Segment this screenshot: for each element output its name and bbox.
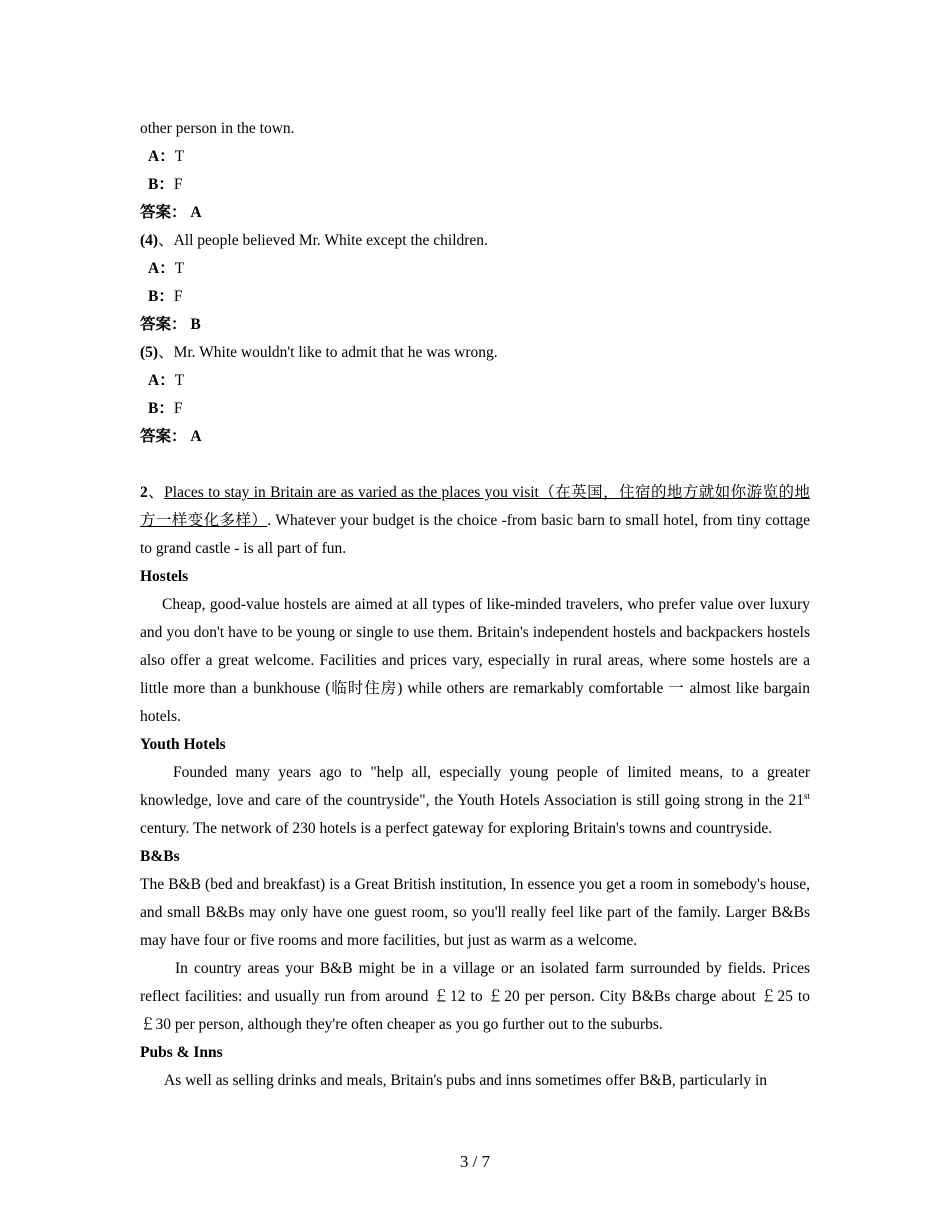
q3-option-a: A：T (148, 148, 185, 165)
heading-hostels: Hostels (140, 568, 189, 585)
q5-option-a: A：T (148, 372, 185, 389)
q5-option-b: B：F (148, 400, 183, 417)
bnb-paragraph-2: In country areas your B&B might be in a village or an isolated farm surrounded by fields. Prices reflect facilities: and usually run from around ￡12 to ￡20 per person. City B&Bs charge about ￡25 to ￡30 per person, although they're often cheaper as you go further out to the suburbs. (140, 960, 810, 1033)
q5-question: (5)、Mr. White wouldn't like to admit that he was wrong. (140, 344, 498, 361)
q4-answer: 答案： B (140, 316, 201, 333)
q4-option-a: A：T (148, 260, 185, 277)
q5-answer: 答案： A (140, 428, 202, 445)
spacer (140, 451, 810, 479)
q3-answer: 答案： A (140, 204, 202, 221)
q4-option-b: B：F (148, 288, 183, 305)
heading-youth-hotels: Youth Hotels (140, 736, 226, 753)
q3-tail: other person in the town. (140, 120, 295, 137)
hostels-paragraph: Cheap, good-value hostels are aimed at all types of like-minded travelers, who prefer value over luxury and you don't have to be young or single to use them. Britain's independent hostels and backpackers hostels also offer a great welcome. Facilities and prices vary, especially in rural areas, where some hostels are a little more than a bunkhouse (临时住房) while others are remarkably comfortable 一 almost like bargain hotels. (140, 596, 810, 725)
passage-2-intro: 2、Places to stay in Britain are as varied as the places you visit（在英国，住宿的地方就如你游览的地方一样变化多样）. Whatever your budget is the choice -from basic barn to small hotel, from tiny cottage to grand castle - is all part of fun. (140, 484, 810, 557)
document-body (140, 115, 810, 1095)
youth-hotels-paragraph: Founded many years ago to "help all, especially young people of limited means, to a greater knowledge, love and care of the countryside", the Youth Hotels Association is still going strong in the 21st century. The network of 230 hotels is a perfect gateway for exploring Britain's towns and countryside. (140, 764, 810, 837)
underlined-sentence: Places to stay in Britain are as varied as the places you visit（在英国，住宿的地方就如你游览的地方一样变化多样） (140, 484, 810, 529)
bnb-paragraph-1: The B&B (bed and breakfast) is a Great British institution, In essence you get a room in somebody's house, and small B&Bs may only have one guest room, so you'll really feel like part of the family. Larger B&Bs may have four or five rooms and more facilities, but just as warm as a welcome. (140, 876, 810, 949)
q4-question: (4)、All people believed Mr. White except the children. (140, 232, 488, 249)
heading-bnbs: B&Bs (140, 848, 180, 865)
heading-pubs-inns: Pubs & Inns (140, 1044, 223, 1061)
q3-option-b: B：F (148, 176, 183, 193)
pubs-paragraph: As well as selling drinks and meals, Britain's pubs and inns sometimes offer B&B, particularly in (164, 1072, 768, 1089)
page-number: 3 / 7 (459, 1152, 491, 1171)
